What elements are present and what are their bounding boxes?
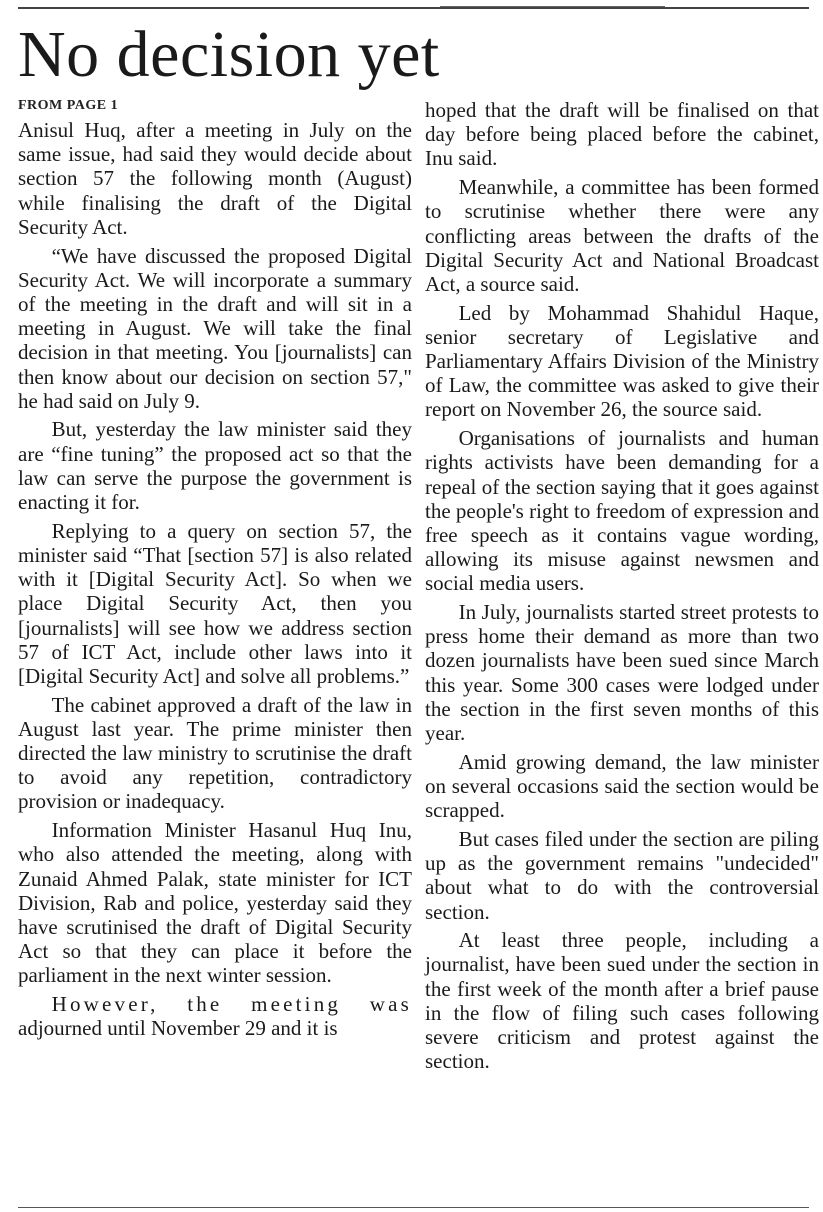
paragraph: But, yesterday the law minister said they are “fine tuning” the proposed act so that the law can serve the purpose the government is enacting it for. xyxy=(18,417,412,515)
article-column-right xyxy=(425,98,819,1078)
paragraph: hoped that the draft will be finalised on that day before being placed before the cabinet, Inu said. xyxy=(425,98,819,171)
page-header-strip xyxy=(440,0,665,7)
paragraph xyxy=(18,992,412,1040)
dateline: FROM PAGE 1 xyxy=(18,98,119,113)
paragraph: Organisations of journalists and human rights activists have been demanding for a repeal of the section saying that it goes against the people's right to freedom of expression and free speech as it contains vague wording, allowing its misuse against newsmen and social media users. xyxy=(425,426,819,596)
paragraph: In July, journalists started street protests to press home their demand as more than two dozen journalists have been sued since March this year. Some 300 cases were lodged under the section in the first seven months of this year. xyxy=(425,600,819,746)
paragraph: At least three people, including a journalist, have been sued under the section in the first week of the month after a brief pause in the flow of filing such cases following severe criticism and protest against the section. xyxy=(425,928,819,1074)
top-rule xyxy=(18,7,809,9)
paragraph: But cases filed under the section are piling up as the government remains "undecided" about what to do with the controversial section. xyxy=(425,826,819,924)
paragraph-spaced-line: However, the meeting was xyxy=(51,992,412,1017)
paragraph-rest: adjourned until November 29 and it is xyxy=(18,1016,338,1041)
bottom-rule xyxy=(18,1207,809,1208)
article-column-left xyxy=(18,96,412,1045)
paragraph: Information Minister Hasanul Huq Inu, who also attended the meeting, along with Zunaid Ahmed Palak, state minister for ICT Division, Rab and police, yesterday said they have scrutinised the draft of Digital Security Act so that they can place it before the parliament in the next winter session. xyxy=(18,818,412,988)
paragraph: Anisul Huq, after a meeting in July on the same issue, had said they would decide about section 57 the following month (August) while finalising the draft of the Digital Security Act. xyxy=(18,118,412,239)
paragraph: Amid growing demand, the law minister on several occasions said the section would be scrapped. xyxy=(425,749,819,823)
paragraph: The cabinet approved a draft of the law in August last year. The prime minister then directed the law ministry to scrutinise the draft to avoid any repetition, contradictory provision or inadequacy. xyxy=(18,692,412,814)
paragraph: Led by Mohammad Shahidul Haque, senior secretary of Legislative and Parliamentary Affairs Division of the Ministry of Law, the committee was asked to give their report on November 26, the source said. xyxy=(425,300,819,422)
paragraph: Replying to a query on section 57, the minister said “That [section 57] is also related with it [Digital Security Act]. So when we place Digital Security Act, then you [journalists] will see how we address section 57 of ICT Act, include other laws into it [Digital Security Act] and solve all problems.” xyxy=(18,518,412,688)
paragraph: Meanwhile, a committee has been formed to scrutinise whether there were any conflicting areas between the drafts of the Digital Security Act and National Broadcast Act, a source said. xyxy=(425,175,819,296)
paragraph: “We have discussed the proposed Digital Security Act. We will incorporate a summary of the meeting in the draft and will sit in a meeting in August. We will take the final decision in that meeting. You [journalists] can then know about our decision on section 57," he had said on July 9. xyxy=(18,243,412,413)
headline: No decision yet xyxy=(18,18,440,91)
